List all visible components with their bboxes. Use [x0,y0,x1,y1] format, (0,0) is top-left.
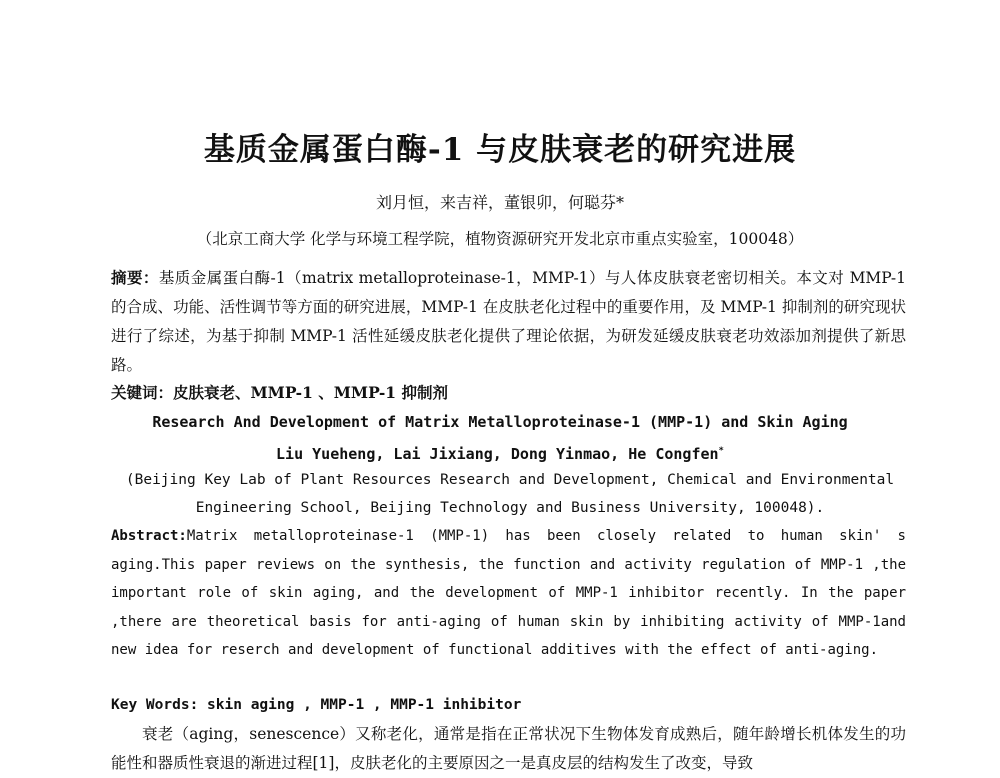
keywords-en [111,691,906,719]
abstract-cn-text: 基质金属蛋白酶-1（matrix metalloproteinase-1，MMP-1）与人体皮肤衰老密切相关。本文对 MMP-1 的合成、功能、活性调节等方面的研究进展，MMP-1 在皮肤老化过程中的重要作用，及 MMP-1 抑制剂的研究现状进行了综述，为基于抑制 MMP-1 活性延缓皮肤老化提供了理论依据，为研发延缓皮肤衰老功效添加剂提供了新思路。 [111,269,906,374]
abstract-cn [111,263,906,380]
paper-title: 基质金属蛋白酶-1 与皮肤衰老的研究进展 [203,132,797,168]
paper-title-en: Research And Development of Matrix Metalloproteinase-1 (MMP-1) and Skin Aging [152,413,848,431]
keywords-cn-label: 关键词： [111,383,174,402]
abstract-en-label: Abstract: [111,528,187,544]
keywords-en-label: Key Words: [111,697,199,713]
affiliation-cn: （北京工商大学 化学与环境工程学院，植物资源研究开发北京市重点实验室，100048） [196,230,804,248]
authors-en-names: Liu Yueheng, Lai Jixiang, Dong Yinmao, He Congfen [276,445,719,463]
corresponding-author-mark: * [718,446,724,456]
body-paragraph: 衰老（aging，senescence）又称老化，通常是指在正常状况下生物体发育成熟后，随年龄增长机体发生的功能性和器质性衰退的渐进过程[1]，皮肤老化的主要原因之一是真皮层的结构发生了改变，导致 [111,725,906,772]
affiliation-en: (Beijing Key Lab of Plant Resources Research and Development, Chemical and Environmental Engineering School, Beijing Technology and Business University, 100048). [125,472,895,516]
abstract-en-text: Matrix metalloproteinase-1 (MMP-1) has been closely related to human skin' s aging.This paper reviews on the synthesis, the function and activity regulation of MMP-1 ,the important role of skin aging, and the development of MMP-1 inhibitor recently. In the paper ,there are theoretical basis for anti-aging of human skin by inhibiting activity of MMP-1and new idea for reserch and development of functional additives with the effect of anti-aging. [111,528,906,658]
keywords-cn-text: 皮肤衰老、MMP-1 、MMP-1 抑制剂 [173,383,448,402]
abstract-cn-label: 摘要： [111,268,159,287]
keywords-cn [111,378,906,407]
authors-cn: 刘月恒，来吉祥，董银卯，何聪芬* [375,193,624,212]
authors-en [0,437,1000,468]
keywords-en-text: skin aging , MMP-1 , MMP-1 inhibitor [198,697,522,713]
abstract-en [111,522,906,665]
